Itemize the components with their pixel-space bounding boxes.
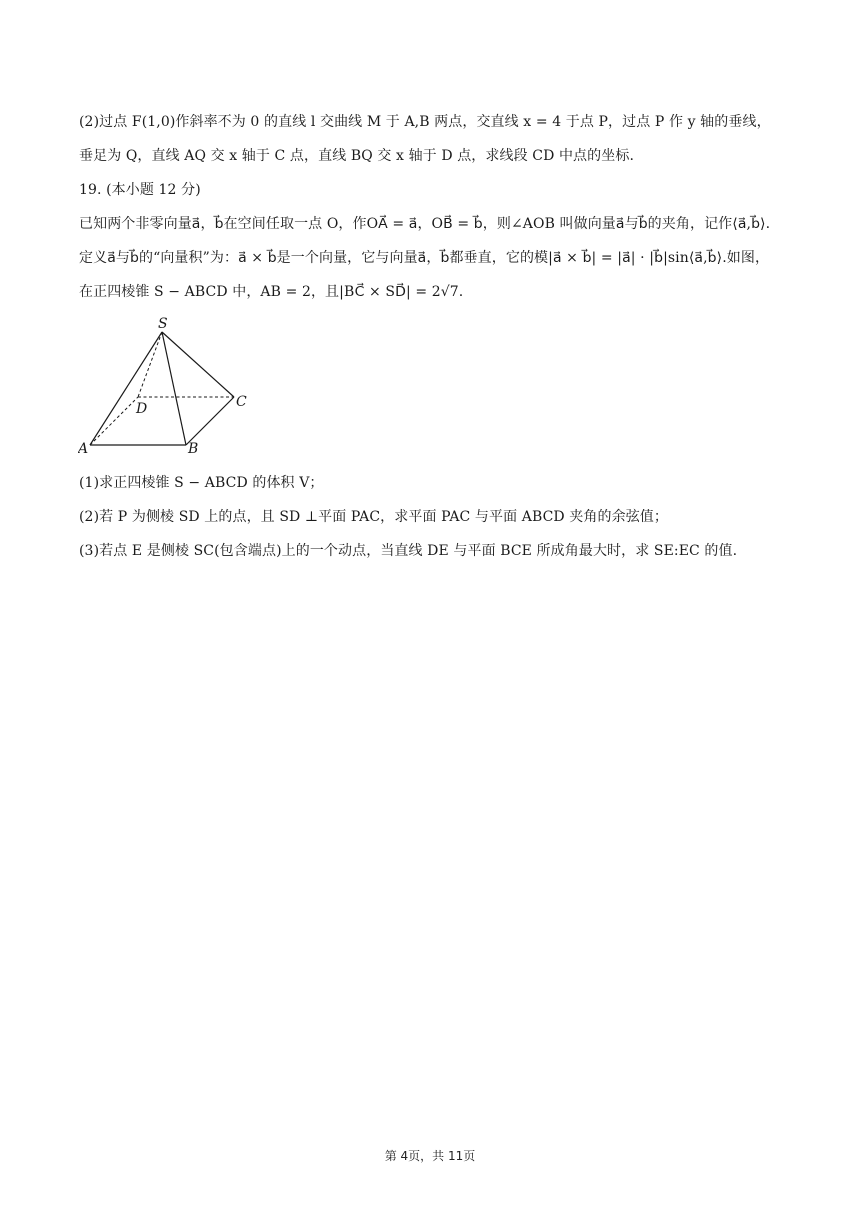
vertex-label-D: D [136, 401, 148, 417]
edge-SB [162, 332, 186, 445]
vertex-label-S: S [158, 316, 168, 332]
question-19-condition: 在正四棱锥 S − ABCD 中，AB = 2，且|BC⃗ × SD⃗| = 2√7. [79, 284, 464, 300]
pyramid-diagram [78, 312, 258, 460]
edge-BC [186, 397, 234, 445]
question-19-part3: (3)若点 E 是侧棱 SC(包含端点)上的一个动点，当直线 DE 与平面 BCE 所成角最大时，求 SE:EC 的值. [79, 543, 738, 559]
question-19-definition-line2: 定义a⃗与b⃗的“向量积”为：a⃗ × b⃗是一个向量，它与向量a⃗，b⃗都垂直，它的模|a⃗ × b⃗| = |a⃗| · |b⃗|sin⟨a⃗,b⃗⟩.如图， [79, 250, 770, 266]
edge-SC [162, 332, 234, 397]
question-18-part2-line2: 垂足为 Q，直线 AQ 交 x 轴于 C 点，直线 BQ 交 x 轴于 D 点，求线段 CD 中点的坐标. [79, 148, 634, 164]
vertex-label-B: B [188, 441, 199, 457]
question-19-heading: 19. (本小题 12 分) [79, 182, 201, 198]
edge-SA [90, 332, 162, 445]
vertex-label-C: C [236, 394, 247, 410]
vertex-label-A: A [78, 441, 89, 457]
question-19-part2: (2)若 P 为侧棱 SD 上的点，且 SD ⊥平面 PAC，求平面 PAC 与平面 ABCD 夹角的余弦值； [79, 509, 669, 525]
page-footer: 第 4页，共 11页 [384, 1149, 476, 1163]
pyramid-figure [78, 312, 258, 460]
question-18-part2-line1: (2)过点 F(1,0)作斜率不为 0 的直线 l 交曲线 M 于 A,B 两点，交直线 x = 4 于点 P，过点 P 作 y 轴的垂线， [79, 114, 771, 130]
question-19-definition-line1: 已知两个非零向量a⃗，b⃗在空间任取一点 O，作OA⃗ = a⃗，OB⃗ = b⃗，则∠AOB 叫做向量a⃗与b⃗的夹角，记作⟨a⃗,b⃗⟩. [79, 216, 771, 232]
edge-AD-hidden [90, 397, 138, 445]
question-19-part1: (1)求正四棱锥 S − ABCD 的体积 V； [79, 475, 324, 491]
